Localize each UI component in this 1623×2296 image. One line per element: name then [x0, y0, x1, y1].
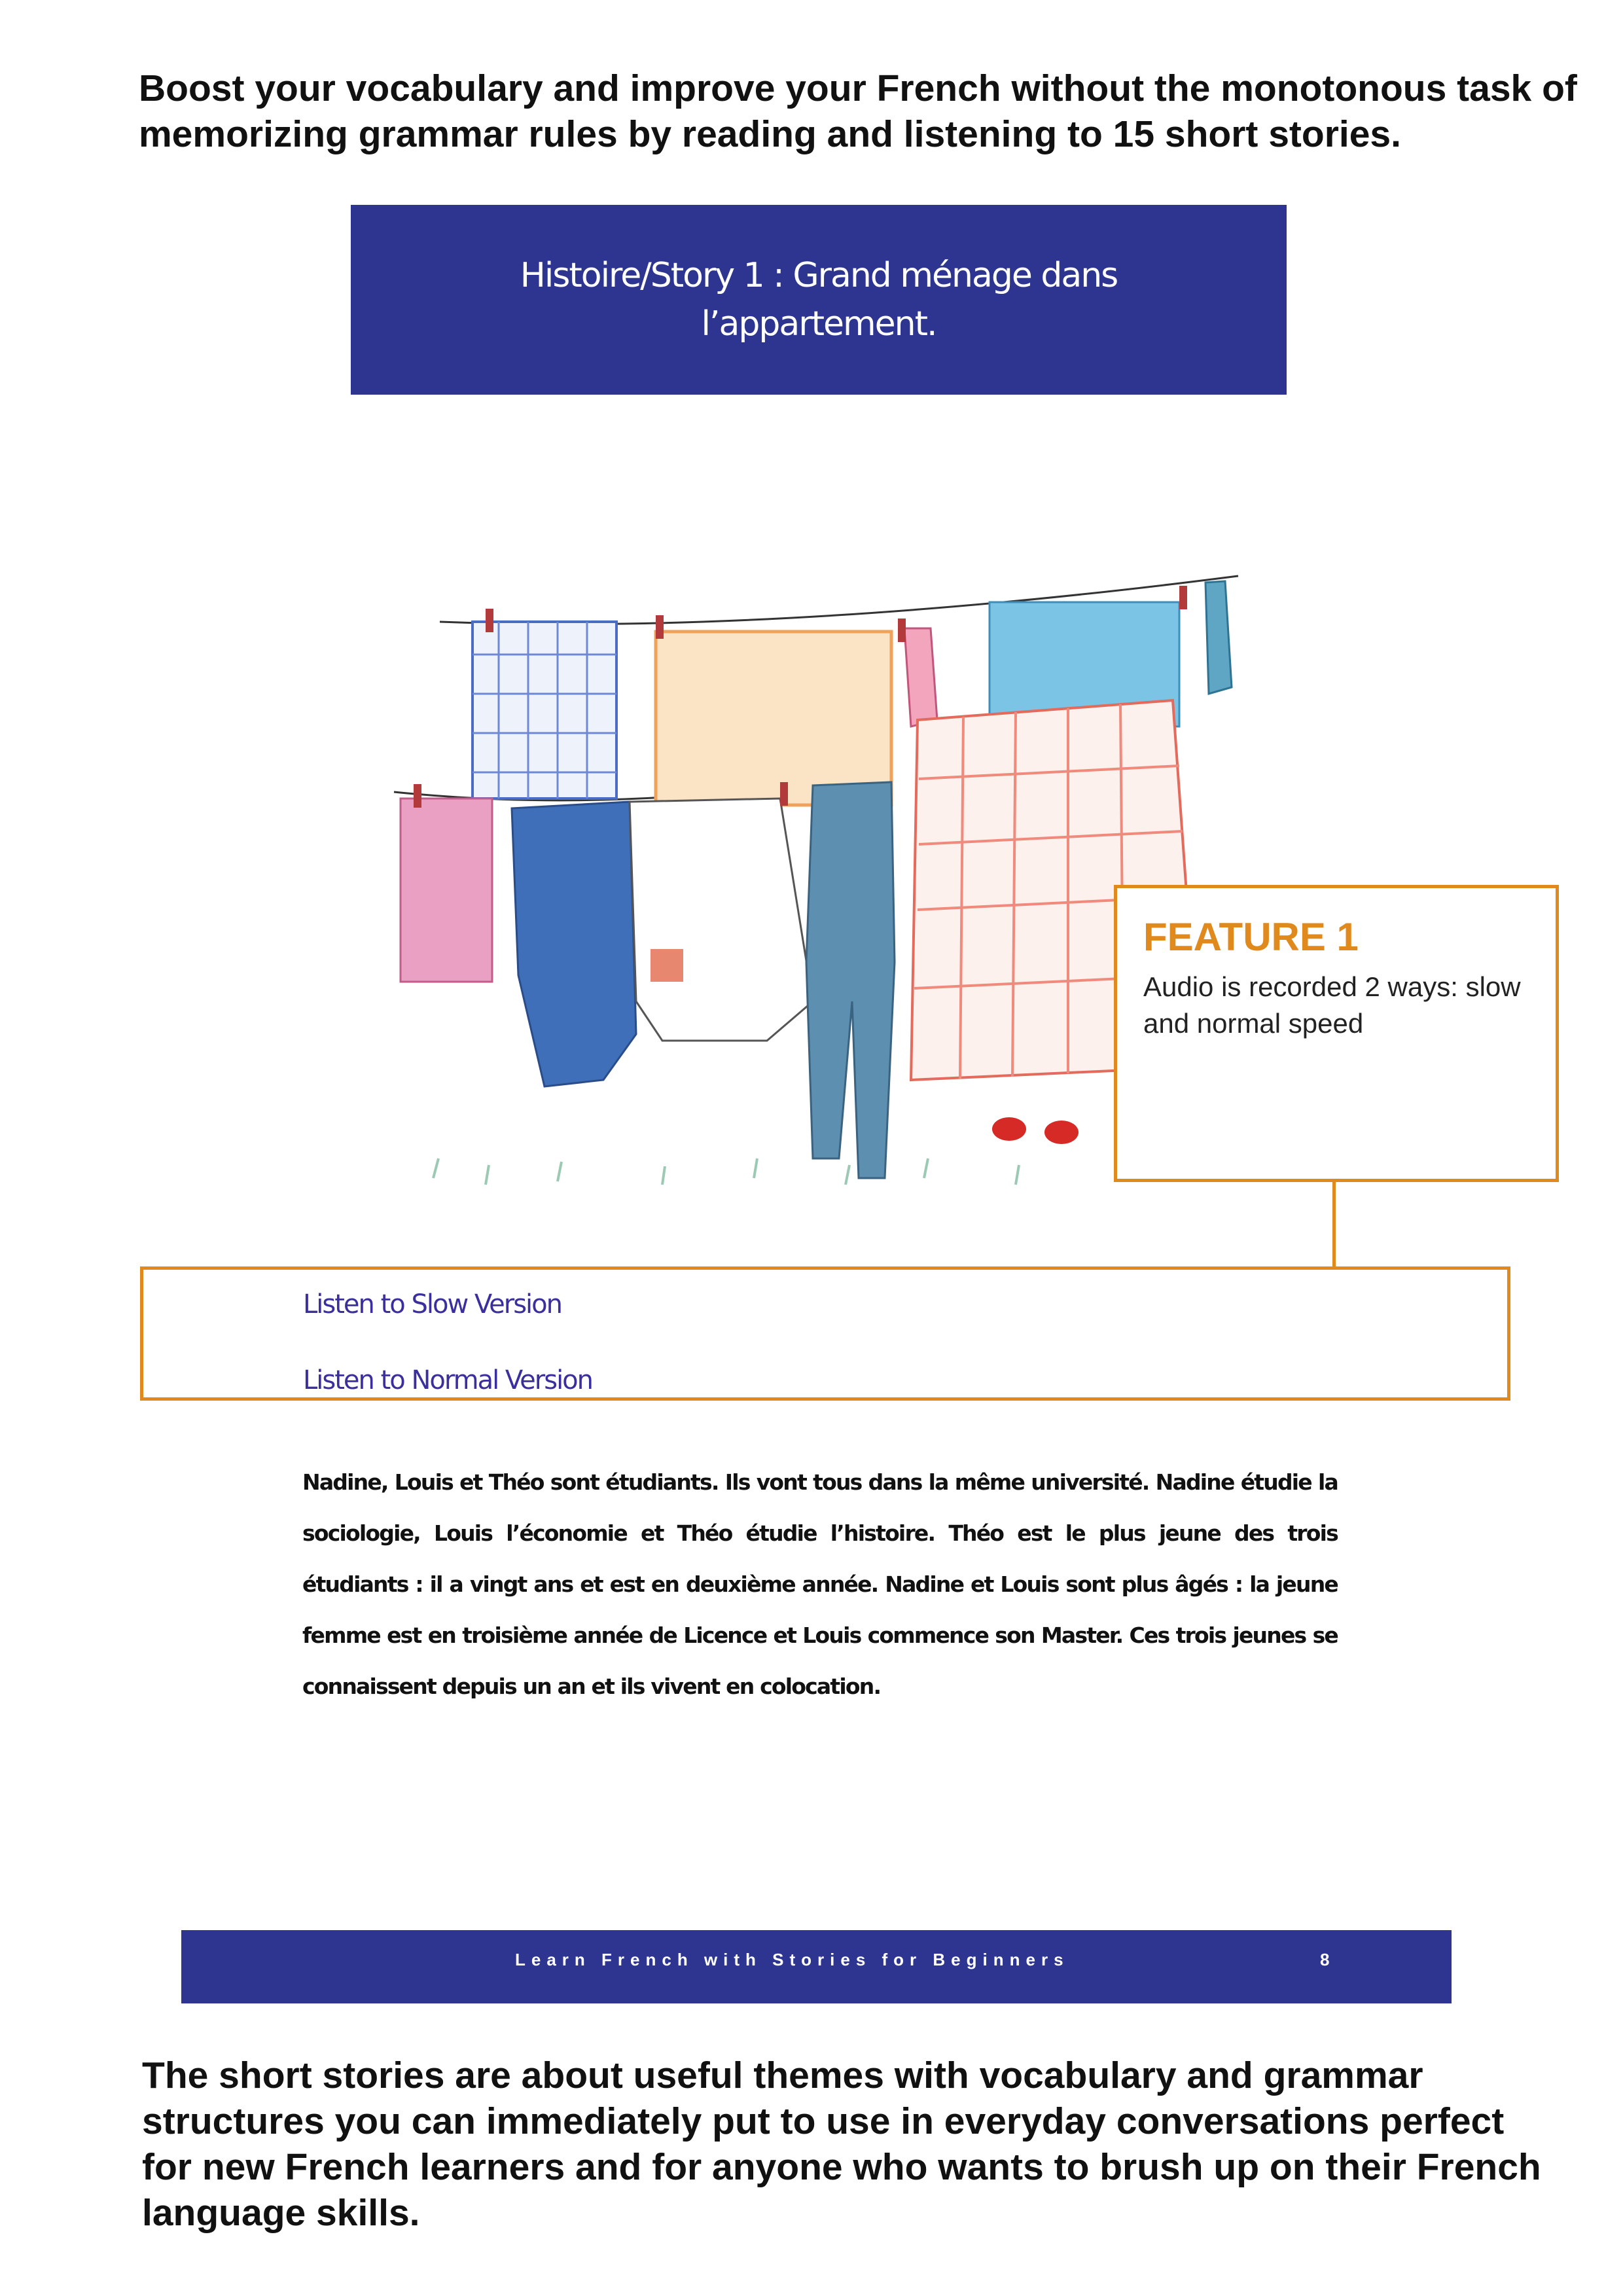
feature-description: Audio is recorded 2 ways: slow and normal speed [1143, 971, 1521, 1039]
red-shoes [992, 1117, 1079, 1144]
audio-links-box [140, 1266, 1510, 1401]
outro-text: The short stories are about useful themes with vocabulary and grammar structures you can immediately put to use in everyday conversations perfect for new French learners and for anyone who wants to brush up on their French language skills. [142, 2054, 1541, 2234]
story-paragraph: Nadine, Louis et Théo sont étudiants. Ils vont tous dans la même université. Nadine étudie la sociologie, Louis l’économie et Théo étudie l’histoire. Théo est le plus jeune des trois étudiants : il a vingt ans et est en deuxième année. Nadine et Louis sont plus âgés : la jeune femme est en troisième année de Licence et Louis commence son Master. Ces trois jeunes se connaissent depuis un an et ils vivent en colocation. [302, 1469, 1338, 1699]
intro-text: Boost your vocabulary and improve your French without the monotonous task of memorizing grammar rules by reading and listening to 15 short stories. [139, 67, 1577, 155]
white-shirt [630, 798, 813, 1041]
feature-title: FEATURE 1 [1143, 915, 1359, 959]
orange-patch [651, 949, 683, 982]
story-title: Histoire/Story 1 : Grand ménage dans l’appartement. [520, 256, 1118, 344]
page-footer-bar [181, 1930, 1452, 2003]
page-number: 8 [1320, 1950, 1330, 1969]
footer-book-title: Learn French with Stories for Beginners [515, 1950, 1069, 1969]
pink-socks [904, 628, 937, 726]
blue-sock [1205, 581, 1232, 694]
pink-cloth [401, 798, 492, 982]
blue-jeans [512, 802, 636, 1086]
grass [433, 1158, 1019, 1185]
listen-slow-link[interactable]: Listen to Slow Version [303, 1289, 562, 1319]
callout-connector-line [1332, 1182, 1336, 1268]
blue-tights [806, 782, 895, 1178]
story-title-banner [351, 205, 1287, 395]
feature-callout [1114, 885, 1559, 1182]
listen-normal-link[interactable]: Listen to Normal Version [303, 1365, 592, 1395]
orange-towel [656, 632, 891, 805]
